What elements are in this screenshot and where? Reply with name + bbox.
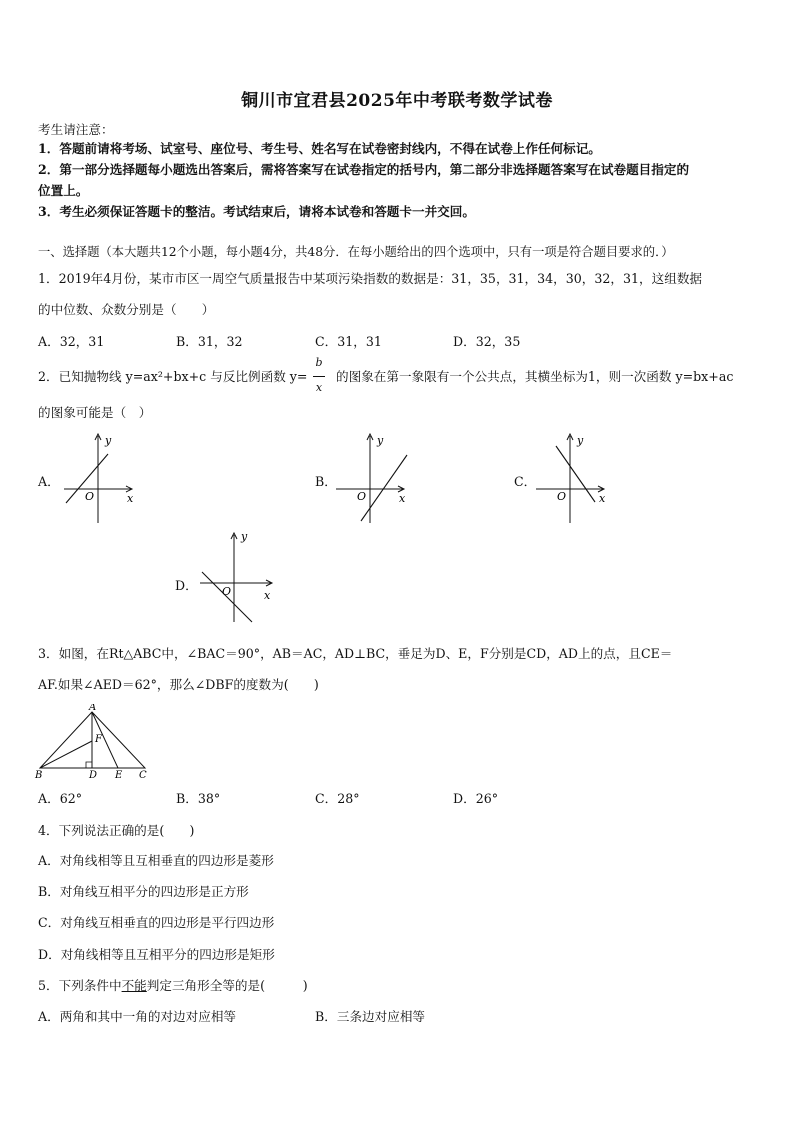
q5-option-b: B．三条边对应相等	[315, 1009, 426, 1024]
origin-label: O	[357, 490, 367, 503]
point-label-e: E	[115, 770, 123, 780]
q2-option-c-label: C．	[514, 474, 537, 489]
q5-stem	[38, 978, 308, 994]
q1-option-a: A．32，31	[38, 334, 105, 349]
q1-stem-line: 的中位数、众数分别是（ ）	[38, 302, 215, 317]
q1-option-c: C．31，31	[315, 334, 382, 349]
notice-item: 3．考生必须保证答题卡的整洁。考试结束后，请将本试卷和答题卡一并交回。	[38, 204, 475, 219]
triangle-figure	[34, 704, 159, 780]
y-axis-label: y	[577, 434, 584, 447]
graph-option-d	[196, 527, 286, 627]
q2-option-d-label: D．	[175, 578, 198, 593]
q5-stem-end: 判定三角形全等的是( )	[146, 978, 308, 993]
q4-option-c: C．对角线互相垂直的四边形是平行四边形	[38, 915, 275, 930]
q4-option-b: B．对角线互相平分的四边形是正方形	[38, 884, 249, 899]
point-label-c: C	[139, 770, 147, 780]
q4-option-d: D．对角线相等且互相平分的四边形是矩形	[38, 947, 275, 962]
q2-stem-part1: 2．已知抛物线 y=ax²+bx+c 与反比例函数 y=	[38, 369, 308, 384]
point-label-a: A	[89, 704, 97, 713]
fraction-denominator: x	[315, 381, 323, 394]
q3-option-d: D．26°	[453, 791, 499, 806]
notice-heading: 考生请注意：	[38, 122, 114, 137]
q1-option-b: B．31，32	[176, 334, 243, 349]
q1-stem-line: 1．2019年4月份，某市市区一周空气质量报告中某项污染指数的数据是：31，35，31，34，30，32，31，这组数据	[38, 271, 703, 286]
q5-stem-emphasis: 不能	[121, 978, 147, 993]
segment-bf	[40, 741, 92, 768]
point-label-b: B	[35, 770, 43, 780]
notice-item: 位置上。	[38, 183, 89, 198]
q2-option-b-label: B．	[315, 474, 337, 489]
fraction-numerator: b	[315, 356, 323, 369]
q5-option-a: A．两角和其中一角的对边对应相等	[38, 1009, 237, 1024]
y-axis-label: y	[105, 434, 112, 447]
graph-option-a	[60, 428, 150, 528]
x-axis-label: x	[127, 492, 134, 505]
y-axis-label: y	[241, 530, 248, 543]
q2-stem-part2: 的图象在第一象限有一个公共点，其横坐标为1，则一次函数 y=bx+ac	[336, 369, 734, 384]
notice-item: 2．第一部分选择题每小题选出答案后，需将答案写在试卷指定的括号内，第二部分非选择题答案写在试卷题目指定的	[38, 162, 690, 177]
page-title: 铜川市宜君县2025年中考联考数学试卷	[241, 91, 553, 111]
x-axis-label: x	[399, 492, 406, 505]
y-axis-label: y	[377, 434, 384, 447]
point-label-f: F	[95, 734, 102, 745]
origin-label: O	[222, 585, 232, 598]
notice-item: 1．答题前请将考场、试室号、座位号、考生号、姓名写在试卷密封线内，不得在试卷上作任何标记。	[38, 141, 601, 156]
q3-stem-line: 3．如图，在Rt△ABC中，∠BAC＝90°，AB＝AC，AD⊥BC，垂足为D、E，F分别是CD，AD上的点，且CE＝	[38, 646, 673, 661]
fraction-bar	[313, 376, 325, 377]
graph-option-c	[532, 428, 622, 528]
q4-stem: 4．下列说法正确的是( )	[38, 823, 195, 838]
q2-stem-line2: 的图象可能是（ ）	[38, 405, 152, 420]
q1-option-d: D．32，35	[453, 334, 521, 349]
right-angle-mark	[86, 762, 92, 768]
section-heading: 一、选择题（本大题共12个小题，每小题4分，共48分．在每小题给出的四个选项中，只有一项是符合题目要求的．）	[38, 245, 674, 259]
q5-stem-start: 5．下列条件中	[38, 978, 122, 993]
origin-label: O	[85, 490, 95, 503]
point-label-d: D	[89, 770, 98, 780]
x-axis-label: x	[599, 492, 606, 505]
q2-option-a-label: A．	[38, 474, 60, 489]
x-axis-label: x	[264, 589, 271, 602]
q3-option-b: B．38°	[176, 791, 221, 806]
q3-option-c: C．28°	[315, 791, 360, 806]
origin-label: O	[557, 490, 567, 503]
q3-stem-line: AF.如果∠AED＝62°，那么∠DBF的度数为( )	[38, 677, 319, 692]
q3-option-a: A．62°	[38, 791, 83, 806]
q4-option-a: A．对角线相等且互相垂直的四边形是菱形	[38, 853, 274, 868]
graph-option-b	[332, 428, 422, 528]
function-line	[361, 455, 407, 521]
